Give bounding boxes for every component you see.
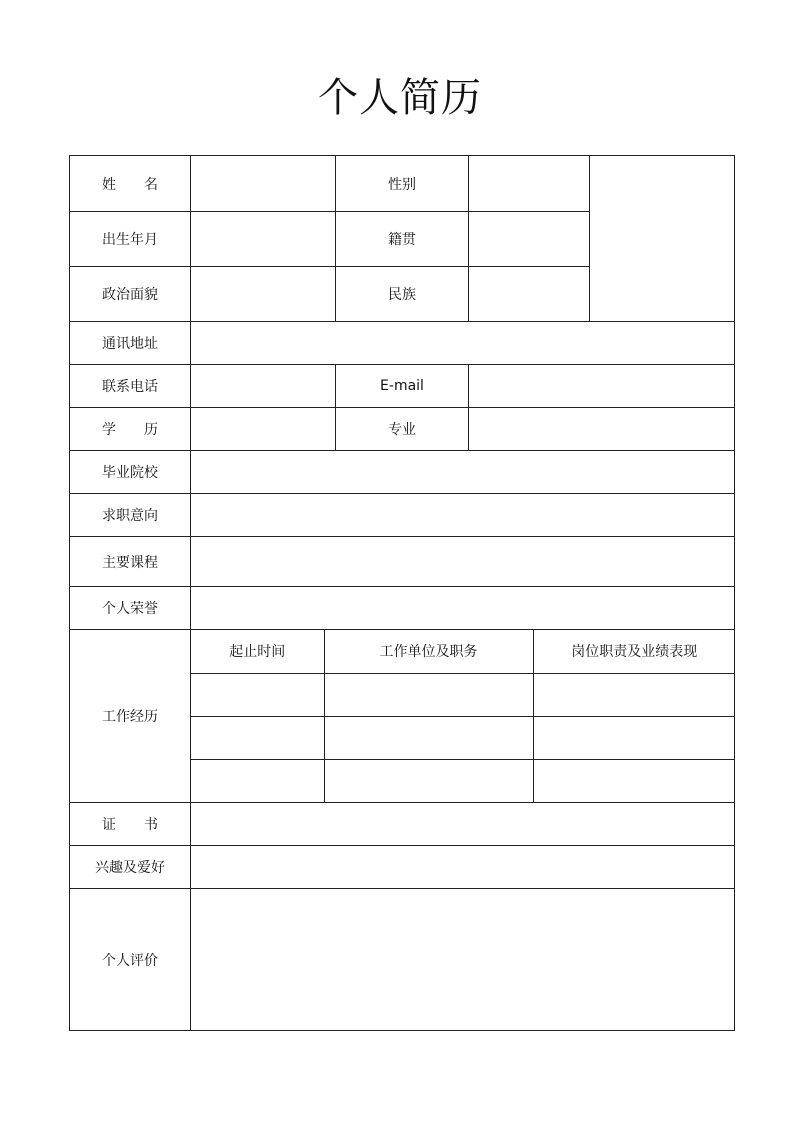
work-header-employer: 工作单位及职务 — [324, 630, 533, 673]
field-name[interactable] — [191, 156, 336, 212]
label-address: 通讯地址 — [70, 322, 191, 365]
work-cell[interactable] — [191, 716, 324, 759]
field-self-evaluation[interactable] — [191, 889, 735, 1031]
work-header-period: 起止时间 — [191, 630, 324, 673]
field-hobbies[interactable] — [191, 846, 735, 889]
label-birth: 出生年月 — [70, 212, 191, 267]
work-experience-table — [191, 630, 735, 802]
field-native-place[interactable] — [469, 212, 590, 267]
label-honors: 个人荣誉 — [70, 587, 191, 630]
label-name: 姓 名 — [70, 156, 191, 212]
work-experience-cell — [191, 630, 735, 803]
photo-box[interactable] — [590, 156, 735, 322]
field-school[interactable] — [191, 451, 735, 494]
label-major: 专业 — [336, 408, 469, 451]
field-political-status[interactable] — [191, 267, 336, 322]
label-self-evaluation: 个人评价 — [70, 889, 191, 1031]
label-political-status: 政治面貌 — [70, 267, 191, 322]
work-cell[interactable] — [324, 673, 533, 716]
field-gender[interactable] — [469, 156, 590, 212]
label-gender: 性别 — [336, 156, 469, 212]
label-certificates: 证 书 — [70, 803, 191, 846]
field-phone[interactable] — [191, 365, 336, 408]
field-email[interactable] — [469, 365, 735, 408]
field-birth[interactable] — [191, 212, 336, 267]
field-certificates[interactable] — [191, 803, 735, 846]
label-hobbies: 兴趣及爱好 — [70, 846, 191, 889]
work-cell[interactable] — [533, 759, 735, 802]
label-school: 毕业院校 — [70, 451, 191, 494]
label-phone: 联系电话 — [70, 365, 191, 408]
work-cell[interactable] — [191, 759, 324, 802]
field-major[interactable] — [469, 408, 735, 451]
field-ethnicity[interactable] — [469, 267, 590, 322]
page-title: 个人简历 — [318, 75, 482, 121]
work-cell[interactable] — [533, 673, 735, 716]
work-cell[interactable] — [324, 716, 533, 759]
work-cell[interactable] — [533, 716, 735, 759]
label-main-courses: 主要课程 — [70, 537, 191, 587]
field-job-intention[interactable] — [191, 494, 735, 537]
work-header-duties: 岗位职责及业绩表现 — [533, 630, 735, 673]
label-ethnicity: 民族 — [336, 267, 469, 322]
label-email: E-mail — [336, 365, 469, 408]
label-job-intention: 求职意向 — [70, 494, 191, 537]
field-address[interactable] — [191, 322, 735, 365]
field-honors[interactable] — [191, 587, 735, 630]
work-cell[interactable] — [191, 673, 324, 716]
resume-table — [69, 155, 735, 1031]
work-cell[interactable] — [324, 759, 533, 802]
label-education: 学 历 — [70, 408, 191, 451]
field-education[interactable] — [191, 408, 336, 451]
label-native-place: 籍贯 — [336, 212, 469, 267]
label-work-experience: 工作经历 — [70, 630, 191, 803]
field-main-courses[interactable] — [191, 537, 735, 587]
